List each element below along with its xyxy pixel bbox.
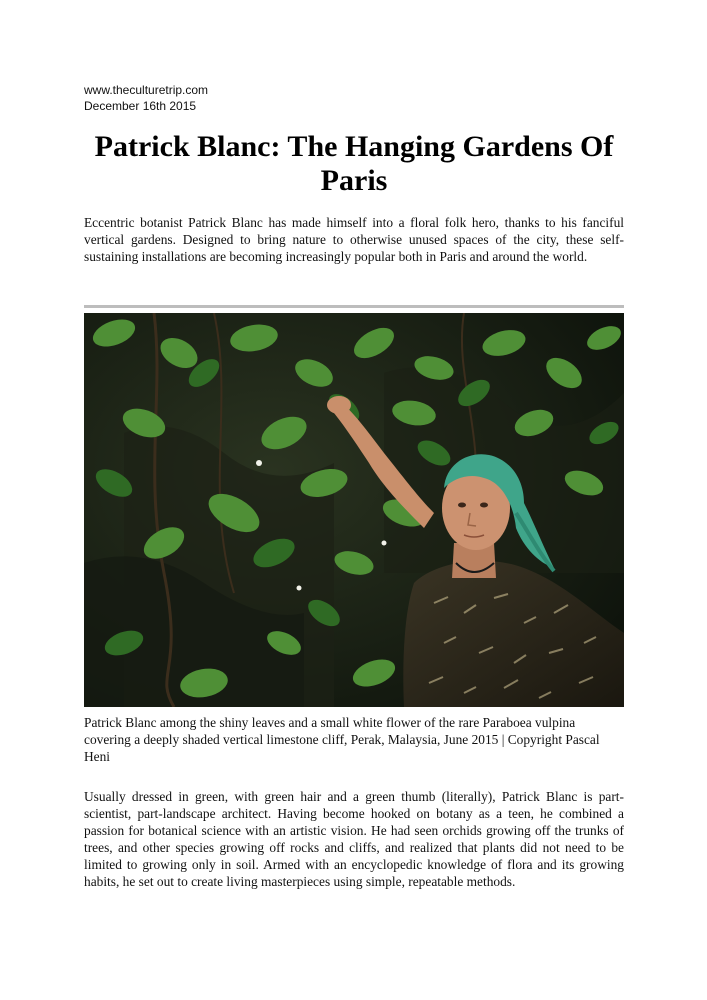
divider-rule [84, 305, 624, 308]
source-url: www.theculturetrip.com [84, 83, 209, 97]
photo-illustration [84, 313, 624, 707]
photo-caption: Patrick Blanc among the shiny leaves and a small white flower of the rare Paraboea vulpina covering a deeply shaded vertical limestone cliff, Perak, Malaysia, June 2015 | Copyright Pascal Heni [84, 715, 600, 764]
source-meta [84, 82, 208, 114]
publication-date: December 16th 2015 [84, 99, 197, 113]
article-title: Patrick Blanc: The Hanging Gardens Of Paris [94, 130, 614, 197]
article-intro: Eccentric botanist Patrick Blanc has made himself into a floral folk hero, thanks to his fanciful vertical gardens. Designed to bring nature to otherwise unused spaces of the city, these self-sustaining installations are becoming increasingly popular both in Paris and around the world. [84, 215, 624, 264]
article-body-paragraph: Usually dressed in green, with green hair and a green thumb (literally), Patrick Blanc is part-scientist, part-landscape architect. Having become hooked on botany as a teen, he combined a passion for botanical science with an artistic vision. He had seen orchids growing off the trunks of trees, and other species growing off rocks and cliffs, and realized that plants did not need to be limited to growing only in soil. Armed with an encyclopedic knowledge of flora and its growing habits, he set out to create living masterpieces using simple, repeatable methods. [84, 789, 624, 889]
article-photo [84, 313, 624, 707]
